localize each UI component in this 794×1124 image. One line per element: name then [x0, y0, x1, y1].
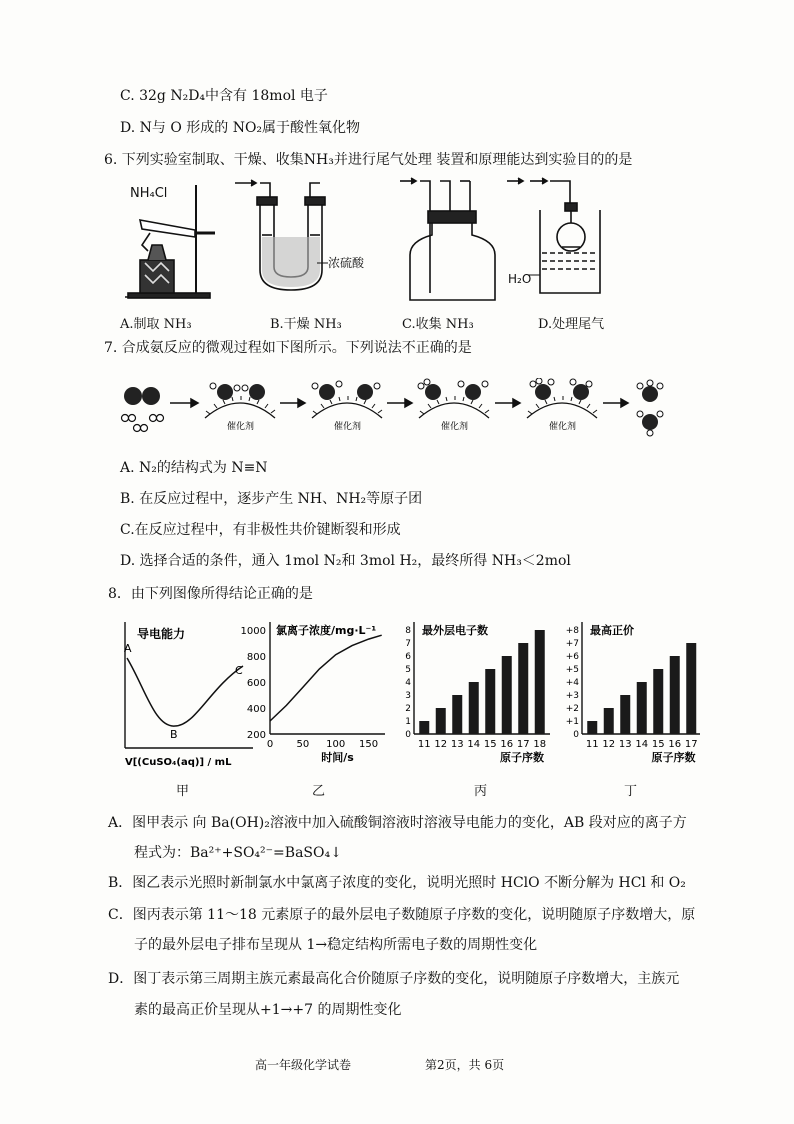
q8-option-d-line2: 素的最高正价呈现从+1→+7 的周期性变化: [134, 1002, 402, 1018]
footer-page: 第2页，共 6页: [425, 1058, 505, 1072]
chart-bing-ytick: 1: [405, 717, 411, 727]
q5-option-c: C. 32g N₂D₄中含有 18mol 电子: [120, 88, 328, 104]
chart-ding-ylabel: 最高正价: [590, 624, 634, 637]
chart-bing-ylabel: 最外层电子数: [422, 624, 488, 637]
q6-stem: 6. 下列实验室制取、干燥、收集NH₃并进行尾气处理 装置和原理能达到实验目的的是: [104, 152, 633, 168]
chart-bing-ytick: 8: [405, 626, 411, 636]
chart-ding-ytick: +8: [565, 626, 579, 636]
q8-option-d-line1: D．图丁表示第三周期主族元素最高化合价随原子序数的变化，说明随原子序数增大，主族元: [108, 971, 680, 987]
chart-ding-bar-12: [604, 708, 614, 734]
chart-ding-xtick: 16: [668, 739, 682, 750]
apparatus-c: [400, 178, 523, 300]
apparatus-b: [235, 180, 328, 290]
chart-ding-bar-15: [653, 669, 663, 734]
chart-ding-ytick: +3: [565, 691, 579, 701]
chart-bing-bar-14: [469, 682, 479, 734]
catalyst-label-4: 催化剂: [549, 422, 577, 432]
chart-ding-ytick: 0: [573, 730, 579, 740]
chart-bing-xtick: 13: [450, 739, 464, 750]
chart-bing-xtick: 18: [533, 739, 547, 750]
chart-yi-ytick: 1000: [240, 626, 266, 637]
q6-caption-d: D.处理尾气: [538, 317, 605, 332]
q8-option-a-line2: 程式为：Ba²⁺+SO₄²⁻=BaSO₄↓: [134, 845, 342, 861]
chart-bing-ytick: 4: [405, 678, 411, 688]
nh4cl-label: NH₄Cl: [130, 186, 168, 201]
chart-bing-ytick: 0: [405, 730, 411, 740]
q7-option-c: C.在反应过程中，有非极性共价键断裂和形成: [120, 522, 401, 538]
q8-option-c-line2: 子的最外层电子排布呈现从 1→稳定结构所需电子数的周期性变化: [134, 937, 538, 953]
chart-bing-xtick: 16: [500, 739, 514, 750]
catalyst-label-3: 催化剂: [441, 422, 469, 432]
chart-bing-bar-12: [436, 708, 446, 734]
chart-bing-ytick: 2: [405, 704, 411, 714]
chart-ding-bar-11: [587, 721, 597, 734]
chart-ding-xtick: 11: [585, 739, 599, 750]
q8-option-a-line1: A．图甲表示 向 Ba(OH)₂溶液中加入硫酸铜溶液时溶液导电能力的变化，AB 段对应的离子方: [108, 815, 687, 831]
chart-ding-ytick: +7: [565, 639, 579, 649]
chart-bing-ytick: 3: [405, 691, 411, 701]
chart-ding-bar-16: [670, 656, 680, 734]
chart-ding-xtick: 17: [684, 739, 698, 750]
chart-yi-ytick: 800: [246, 652, 266, 663]
chart-bing-xtick: 11: [417, 739, 431, 750]
catalyst-label-2: 催化剂: [334, 422, 362, 432]
chart-yi-xtick: 150: [359, 739, 379, 750]
chart-bing-bar-11: [419, 721, 429, 734]
footer-title: 高一年级化学试卷: [255, 1058, 352, 1072]
chart-bing: [392, 618, 552, 770]
q5-option-d: D. N与 O 形成的 NO₂属于酸性氧化物: [120, 120, 361, 136]
chart-ding-xtick: 14: [635, 739, 649, 750]
water-label: H₂O: [508, 272, 532, 286]
chart-bing-xtick: 17: [516, 739, 530, 750]
chart-jia-point-a: A: [124, 642, 132, 655]
chart-jia-point-b: B: [170, 728, 178, 741]
q6-caption-a: A.制取 NH₃: [120, 317, 192, 332]
chart-yi-series-line: [270, 635, 382, 721]
q8-option-c-line1: C．图丙表示第 11～18 元素原子的最外层电子数随原子序数的变化，说明随原子序数增大，原: [108, 907, 696, 923]
q7-reaction-figure: [115, 378, 675, 438]
chart-ding-ytick: +2: [565, 704, 579, 714]
chart-jia-point-c: C: [235, 664, 243, 677]
acid-label: 浓硫酸: [328, 256, 365, 270]
chart-bing-xtick: 14: [467, 739, 481, 750]
chart-yi-xtick: 50: [296, 739, 310, 750]
chart-ding-xlabel: 原子序数: [651, 751, 696, 764]
q7-stem: 7. 合成氨反应的微观过程如下图所示。下列说法不正确的是: [104, 340, 472, 356]
q7-option-a: A. N₂的结构式为 N≡N: [120, 460, 268, 476]
q6-apparatus-figure: [110, 175, 670, 305]
chart-bing-bar-13: [452, 695, 462, 734]
chart-bing-ytick: 7: [405, 639, 411, 649]
q8-stem: 8．由下列图像所得结论正确的是: [108, 586, 313, 602]
chart-bing-bar-17: [518, 643, 528, 734]
apparatus-d: [528, 178, 600, 293]
chart-ding-bar-17: [686, 643, 696, 734]
chart-yi-xtick: 100: [326, 739, 346, 750]
chart-yi-ytick: 400: [246, 704, 266, 715]
q8-option-b: B．图乙表示光照时新制氯水中氯离子浓度的变化，说明光照时 HClO 不断分解为 HCl 和 O₂: [108, 875, 686, 891]
chart-ding-ytick: +4: [565, 678, 579, 688]
q7-option-b: B. 在反应过程中，逐步产生 NH、NH₂等原子团: [120, 491, 423, 507]
chart-bing-xtick: 15: [483, 739, 497, 750]
chart-yi-ytick: 600: [246, 678, 266, 689]
chart-caption-yi: 乙: [312, 784, 326, 799]
chart-bing-ytick: 5: [405, 665, 411, 675]
chart-yi-xlabel: 时间/s: [321, 751, 354, 764]
q6-caption-b: B.干燥 NH₃: [270, 317, 342, 332]
chart-jia-ylabel: 导电能力: [137, 627, 186, 641]
chart-jia-xlabel: V[(CuSO₄(aq)] / mL: [125, 757, 232, 768]
chart-bing-xtick: 12: [434, 739, 448, 750]
chart-jia: [115, 618, 255, 770]
chart-yi-xtick: 0: [266, 739, 274, 750]
chart-caption-ding: 丁: [624, 784, 638, 799]
chart-ding-bar-14: [637, 682, 647, 734]
chart-ding-xtick: 12: [602, 739, 616, 750]
chart-caption-jia: 甲: [176, 784, 190, 799]
apparatus-a: [125, 185, 215, 298]
chart-ding-bar-13: [620, 695, 630, 734]
catalyst-label-1: 催化剂: [227, 422, 255, 432]
chart-ding-xtick: 15: [651, 739, 665, 750]
chart-yi-ytick: 200: [246, 730, 266, 741]
chart-ding-ytick: +6: [565, 652, 579, 662]
chart-bing-bar-16: [502, 656, 512, 734]
chart-ding-ytick: +5: [565, 665, 579, 675]
chart-bing-bar-15: [485, 669, 495, 734]
chart-ding-ytick: +1: [565, 717, 579, 727]
chart-yi: [240, 618, 390, 770]
chart-ding-xtick: 13: [618, 739, 632, 750]
q6-caption-c: C.收集 NH₃: [402, 317, 474, 332]
chart-ding: [560, 618, 700, 770]
chart-jia-curve: [127, 658, 243, 726]
chart-caption-bing: 丙: [474, 784, 488, 799]
chart-bing-ytick: 6: [405, 652, 411, 662]
chart-yi-ylabel: 氯离子浓度/mg·L⁻¹: [276, 624, 377, 637]
chart-bing-bar-18: [535, 630, 545, 734]
chart-bing-xlabel: 原子序数: [500, 751, 544, 764]
q7-option-d: D. 选择合适的条件，通入 1mol N₂和 3mol H₂，最终所得 NH₃＜2mol: [120, 553, 571, 569]
